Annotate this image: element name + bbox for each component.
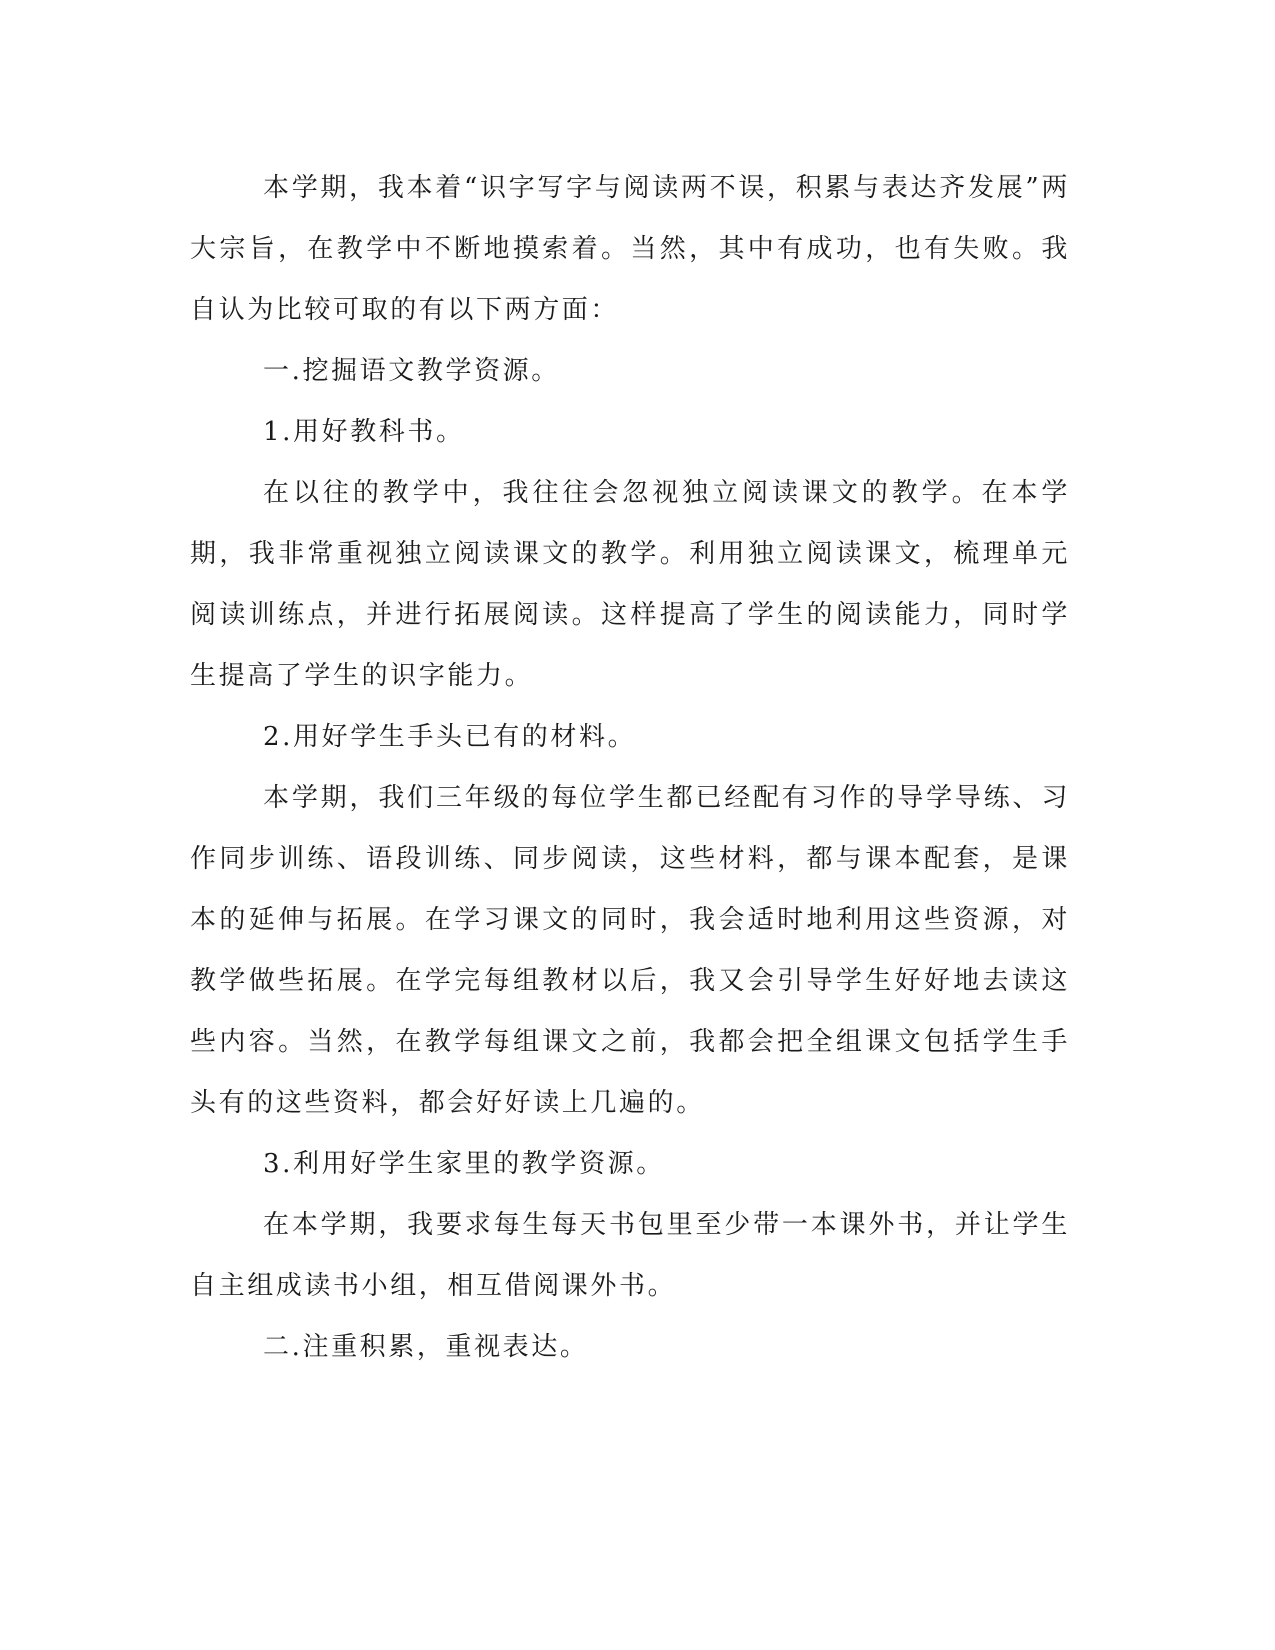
subheading-1-2: 2.用好学生手头已有的材料。 xyxy=(263,722,637,752)
subheading-1-3: 3.利用好学生家里的教学资源。 xyxy=(263,1149,665,1179)
section-heading-2: 二.注重积累，重视表达。 xyxy=(263,1332,589,1362)
paragraph-intro: 本学期，我本着“识字写字与阅读两不误，积累与表达齐发展”两大宗旨，在教学中不断地摸索着。当然，其中有成功，也有失败。我自认为比较可取的有以下两方面： xyxy=(190,173,1070,325)
paragraph-textbook: 在以往的教学中，我往往会忽视独立阅读课文的教学。在本学期，我非常重视独立阅读课文的教学。利用独立阅读课文，梳理单元阅读训练点，并进行拓展阅读。这样提高了学生的阅读能力，同时学生提高了学生的识字能力。 xyxy=(190,478,1070,691)
section-heading-1: 一.挖掘语文教学资源。 xyxy=(263,356,560,386)
paragraph-materials: 本学期，我们三年级的每位学生都已经配有习作的导学导练、习作同步训练、语段训练、同步阅读，这些材料，都与课本配套，是课本的延伸与拓展。在学习课文的同时，我会适时地利用这些资源，对教学做些拓展。在学完每组教材以后，我又会引导学生好好地去读这些内容。当然，在教学每组课文之前，我都会把全组课文包括学生手头有的这些资料，都会好好读上几遍的。 xyxy=(190,783,1070,1118)
document-body xyxy=(190,158,1070,1378)
paragraph-home-resources: 在本学期，我要求每生每天书包里至少带一本课外书，并让学生自主组成读书小组，相互借阅课外书。 xyxy=(190,1210,1070,1301)
subheading-1-1: 1.用好教科书。 xyxy=(263,417,465,447)
